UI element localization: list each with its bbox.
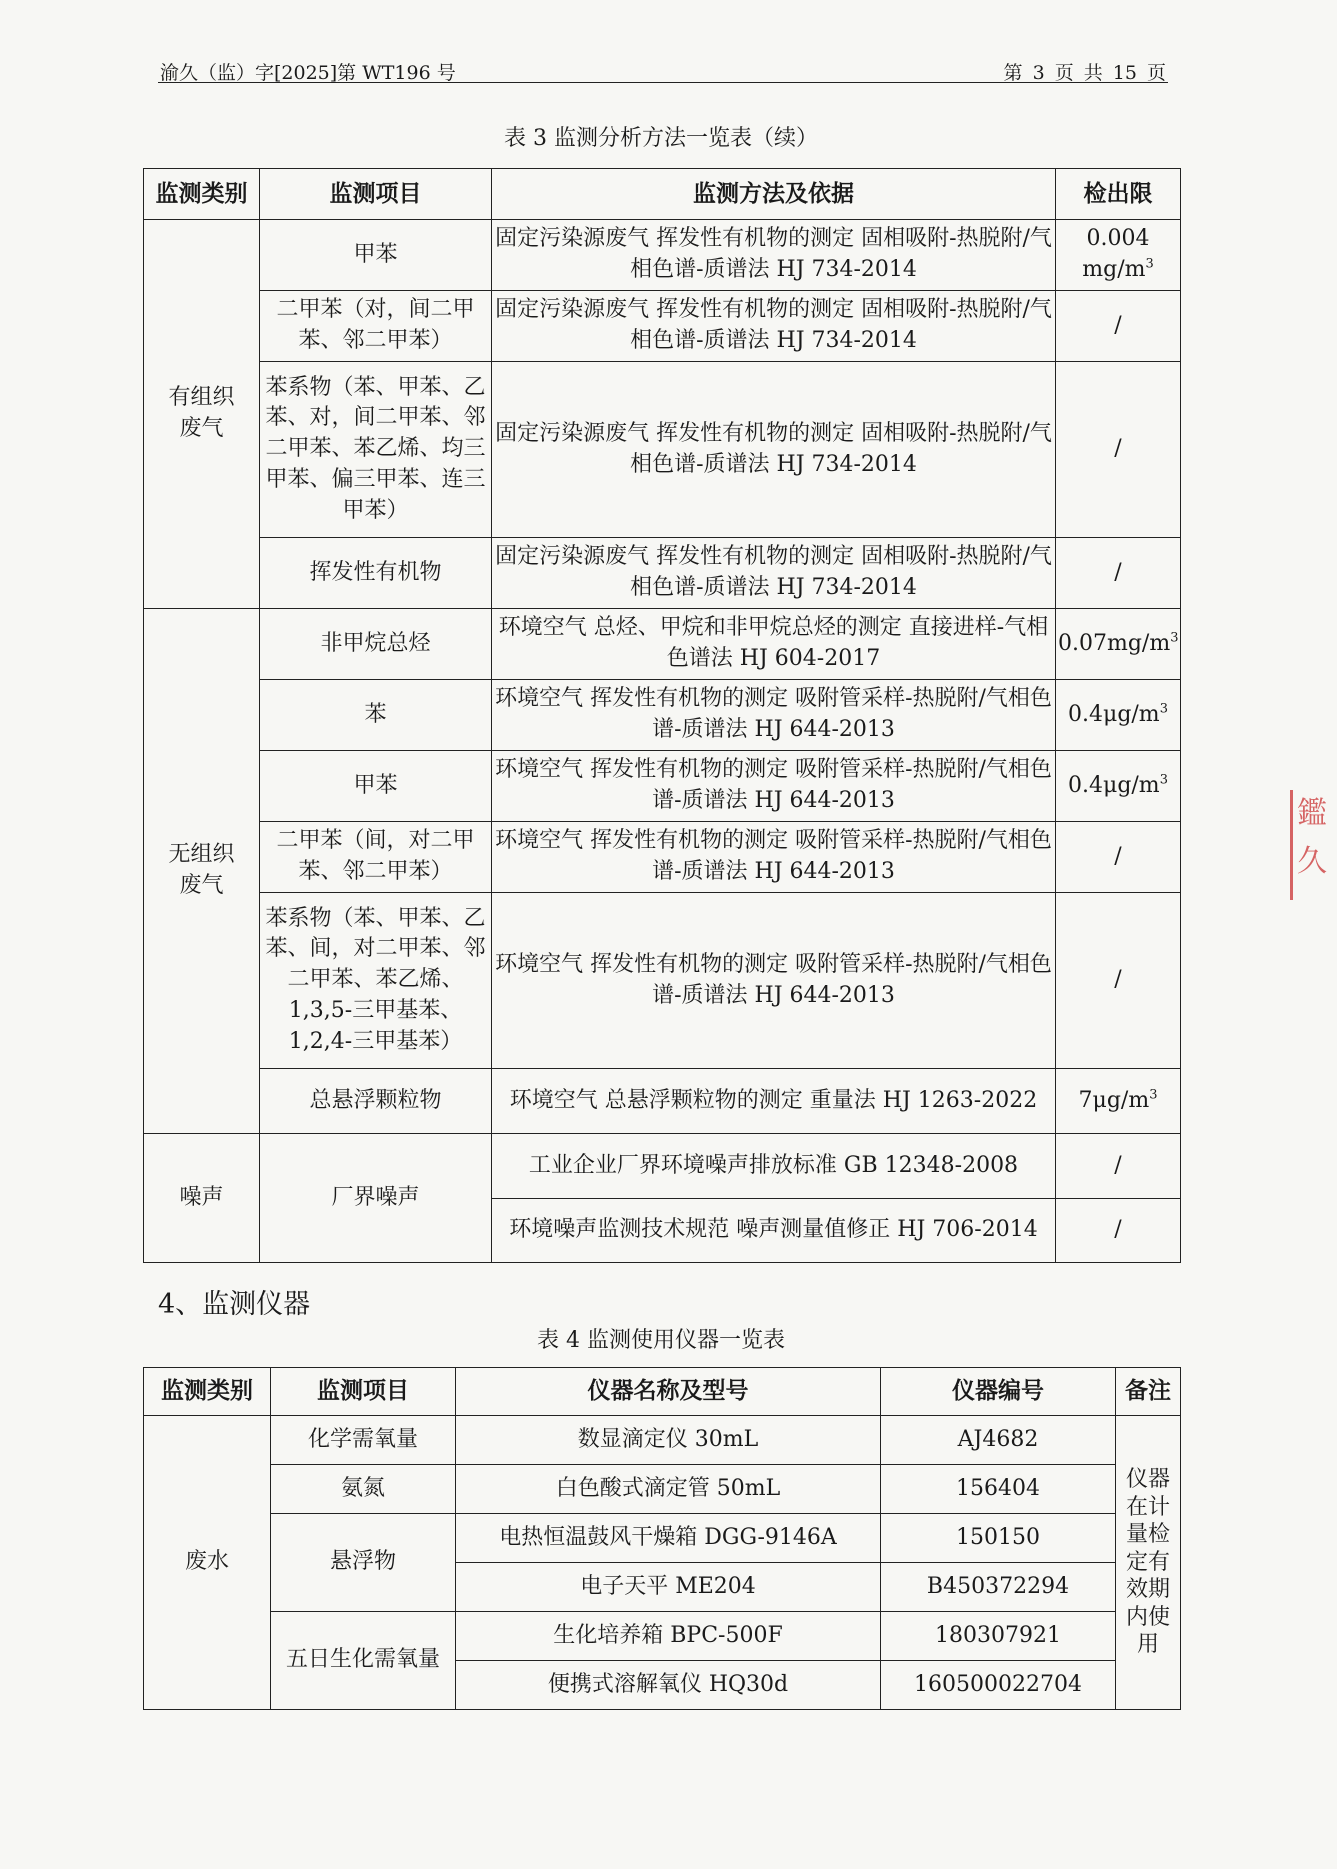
method-cell: 环境空气 挥发性有机物的测定 吸附管采样-热脱附/气相色谱-质谱法 HJ 644-2013 xyxy=(492,751,1056,822)
limit-cell: / xyxy=(1056,538,1181,609)
table-row xyxy=(144,1612,1181,1661)
header-instrument-code: 仪器编号 xyxy=(881,1368,1116,1416)
instrument-cell: 白色酸式滴定管 50mL xyxy=(456,1465,881,1514)
table-row xyxy=(144,291,1181,362)
method-cell: 环境空气 总悬浮颗粒物的测定 重量法 HJ 1263-2022 xyxy=(492,1069,1056,1134)
method-cell: 固定污染源废气 挥发性有机物的测定 固相吸附-热脱附/气相色谱-质谱法 HJ 734-2014 xyxy=(492,538,1056,609)
header-limit: 检出限 xyxy=(1056,169,1181,220)
table-row xyxy=(144,1465,1181,1514)
instrument-cell: 电热恒温鼓风干燥箱 DGG-9146A xyxy=(456,1514,881,1563)
limit-cell: $0.4\mu g/m^3$ xyxy=(1056,680,1181,751)
item-cell: 总悬浮颗粒物 xyxy=(260,1069,492,1134)
item-cell: 悬浮物 xyxy=(271,1514,456,1612)
limit-cell: / xyxy=(1056,291,1181,362)
table-row xyxy=(144,220,1181,291)
item-cell: 二甲苯（对，间二甲苯、邻二甲苯） xyxy=(260,291,492,362)
table-row xyxy=(144,1416,1181,1465)
table-row xyxy=(144,1069,1181,1134)
item-cell: 五日生化需氧量 xyxy=(271,1612,456,1710)
limit-cell: 0.004 $mg/m^3$ xyxy=(1056,220,1181,291)
item-cell: 苯 xyxy=(260,680,492,751)
code-cell: B450372294 xyxy=(881,1563,1116,1612)
category-wastewater: 废水 xyxy=(144,1416,271,1710)
method-cell: 环境空气 挥发性有机物的测定 吸附管采样-热脱附/气相色谱-质谱法 HJ 644-2013 xyxy=(492,893,1056,1069)
table4-caption: 表 4 监测使用仪器一览表 xyxy=(537,1328,785,1353)
item-cell: 氨氮 xyxy=(271,1465,456,1514)
method-cell: 环境空气 挥发性有机物的测定 吸附管采样-热脱附/气相色谱-质谱法 HJ 644-2013 xyxy=(492,822,1056,893)
header-item: 监测项目 xyxy=(271,1368,456,1416)
code-cell: 156404 xyxy=(881,1465,1116,1514)
category-organized-gas: 有组织 废气 xyxy=(144,220,260,609)
table-row xyxy=(144,1134,1181,1199)
page-header xyxy=(158,56,1168,83)
method-cell: 固定污染源废气 挥发性有机物的测定 固相吸附-热脱附/气相色谱-质谱法 HJ 734-2014 xyxy=(492,220,1056,291)
code-cell: AJ4682 xyxy=(881,1416,1116,1465)
limit-cell: $0.4\mu g/m^3$ xyxy=(1056,751,1181,822)
item-cell: 苯系物（苯、甲苯、乙苯、间，对二甲苯、邻二甲苯、苯乙烯、1,3,5-三甲基苯、1,2,4-三甲基苯） xyxy=(260,893,492,1069)
table-row xyxy=(144,1514,1181,1563)
header-remark: 备注 xyxy=(1116,1368,1181,1416)
method-cell: 工业企业厂界环境噪声排放标准 GB 12348-2008 xyxy=(492,1134,1056,1199)
method-cell: 环境空气 挥发性有机物的测定 吸附管采样-热脱附/气相色谱-质谱法 HJ 644-2013 xyxy=(492,680,1056,751)
remark-cell: 仪器在计量检定有效期内使用 xyxy=(1116,1416,1181,1710)
header-category: 监测类别 xyxy=(144,1368,271,1416)
table-header-row xyxy=(144,169,1181,220)
limit-cell: $0.07mg/m^3$ xyxy=(1056,609,1181,680)
limit-cell: $7\mu g/m^3$ xyxy=(1056,1069,1181,1134)
item-cell: 甲苯 xyxy=(260,751,492,822)
document-number: 渝久（监）字[2025]第 WT196 号 xyxy=(160,62,456,84)
table-row xyxy=(144,362,1181,538)
table3-caption: 表 3 监测分析方法一览表（续） xyxy=(504,126,818,151)
item-cell: 非甲烷总烃 xyxy=(260,609,492,680)
instrument-cell: 便携式溶解氧仪 HQ30d xyxy=(456,1661,881,1710)
table-header-row xyxy=(144,1368,1181,1416)
table-row xyxy=(144,680,1181,751)
table-row xyxy=(144,893,1181,1069)
item-cell: 挥发性有机物 xyxy=(260,538,492,609)
code-cell: 150150 xyxy=(881,1514,1116,1563)
code-cell: 160500022704 xyxy=(881,1661,1116,1710)
item-cell: 二甲苯（间，对二甲苯、邻二甲苯） xyxy=(260,822,492,893)
section-title: 4、监测仪器 xyxy=(158,1289,311,1320)
item-cell: 苯系物（苯、甲苯、乙苯、对，间二甲苯、邻二甲苯、苯乙烯、均三甲苯、偏三甲苯、连三甲苯） xyxy=(260,362,492,538)
code-cell: 180307921 xyxy=(881,1612,1116,1661)
instrument-cell: 电子天平 ME204 xyxy=(456,1563,881,1612)
table3-methods xyxy=(143,168,1181,1263)
limit-cell: / xyxy=(1056,893,1181,1069)
table-row xyxy=(144,751,1181,822)
page-info: 第 3 页 共 15 页 xyxy=(1003,62,1166,84)
method-cell: 环境噪声监测技术规范 噪声测量值修正 HJ 706-2014 xyxy=(492,1199,1056,1263)
item-cell: 厂界噪声 xyxy=(260,1134,492,1263)
limit-cell: / xyxy=(1056,1134,1181,1199)
limit-cell: / xyxy=(1056,822,1181,893)
header-category: 监测类别 xyxy=(144,169,260,220)
header-method: 监测方法及依据 xyxy=(492,169,1056,220)
method-cell: 固定污染源废气 挥发性有机物的测定 固相吸附-热脱附/气相色谱-质谱法 HJ 734-2014 xyxy=(492,291,1056,362)
table-row xyxy=(144,538,1181,609)
method-cell: 环境空气 总烃、甲烷和非甲烷总烃的测定 直接进样-气相色谱法 HJ 604-2017 xyxy=(492,609,1056,680)
instrument-cell: 数显滴定仪 30mL xyxy=(456,1416,881,1465)
instrument-cell: 生化培养箱 BPC-500F xyxy=(456,1612,881,1661)
item-cell: 甲苯 xyxy=(260,220,492,291)
method-cell: 固定污染源废气 挥发性有机物的测定 固相吸附-热脱附/气相色谱-质谱法 HJ 734-2014 xyxy=(492,362,1056,538)
table-row xyxy=(144,822,1181,893)
category-noise: 噪声 xyxy=(144,1134,260,1263)
limit-cell: / xyxy=(1056,362,1181,538)
item-cell: 化学需氧量 xyxy=(271,1416,456,1465)
limit-cell: / xyxy=(1056,1199,1181,1263)
header-instrument: 仪器名称及型号 xyxy=(456,1368,881,1416)
category-fugitive-gas: 无组织 废气 xyxy=(144,609,260,1134)
table4-instruments xyxy=(143,1367,1181,1710)
table-row xyxy=(144,609,1181,680)
header-item: 监测项目 xyxy=(260,169,492,220)
seal-stamp: 鑑 久 xyxy=(1290,790,1337,900)
